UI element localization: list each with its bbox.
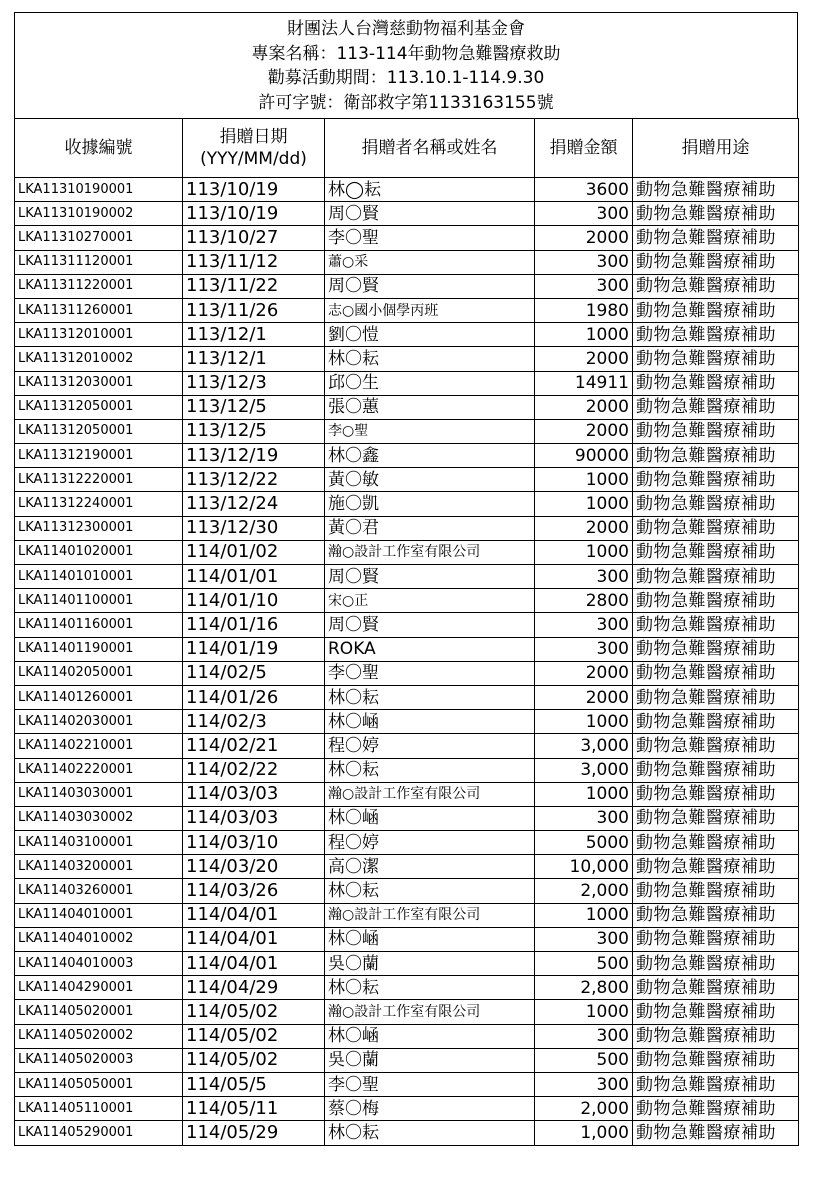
sheet-header: [14, 12, 798, 118]
date-cell: 114/05/02: [183, 1024, 325, 1048]
amount-cell: 2000: [535, 516, 633, 540]
amount-cell: 300: [535, 1072, 633, 1096]
amount-cell: 2000: [535, 395, 633, 419]
date-cell: 113/12/19: [183, 444, 325, 468]
date-cell: 113/10/27: [183, 226, 325, 250]
date-cell: 114/04/01: [183, 952, 325, 976]
date-cell: 113/12/30: [183, 516, 325, 540]
amount-cell: 10,000: [535, 855, 633, 879]
purpose-cell: 動物急難醫療補助: [633, 444, 799, 468]
date-cell: 113/11/26: [183, 298, 325, 322]
table-row: [15, 710, 799, 734]
donor-cell: 周〇賢: [325, 613, 535, 637]
amount-cell: 1000: [535, 323, 633, 347]
donor-cell: 劉〇愷: [325, 323, 535, 347]
purpose-cell: 動物急難醫療補助: [633, 613, 799, 637]
receipt-no-cell: LKA11404290001: [15, 976, 183, 1000]
purpose-cell: 動物急難醫療補助: [633, 927, 799, 951]
purpose-cell: 動物急難醫療補助: [633, 274, 799, 298]
col-purpose: 捐贈用途: [633, 119, 799, 178]
purpose-cell: 動物急難醫療補助: [633, 371, 799, 395]
receipt-no-cell: LKA11311120001: [15, 250, 183, 274]
table-row: [15, 661, 799, 685]
receipt-no-cell: LKA11405110001: [15, 1097, 183, 1121]
date-cell: 113/12/5: [183, 395, 325, 419]
donor-cell: 瀚○設計工作室有限公司: [325, 1000, 535, 1024]
table-row: [15, 613, 799, 637]
receipt-no-cell: LKA11312300001: [15, 516, 183, 540]
date-cell: 114/05/02: [183, 1048, 325, 1072]
donor-cell: 林◯耘: [325, 178, 535, 202]
purpose-cell: 動物急難醫療補助: [633, 879, 799, 903]
table-row: [15, 371, 799, 395]
amount-cell: 500: [535, 952, 633, 976]
date-cell: 114/04/01: [183, 903, 325, 927]
amount-cell: 300: [535, 613, 633, 637]
date-cell: 113/10/19: [183, 178, 325, 202]
table-row: [15, 395, 799, 419]
purpose-cell: 動物急難醫療補助: [633, 976, 799, 1000]
table-row: [15, 637, 799, 661]
org-name: 財團法人台灣慈動物福利基金會: [287, 19, 525, 39]
receipt-no-cell: LKA11402210001: [15, 734, 183, 758]
purpose-cell: 動物急難醫療補助: [633, 952, 799, 976]
receipt-no-cell: LKA11405290001: [15, 1121, 183, 1145]
amount-cell: 2,000: [535, 1097, 633, 1121]
receipt-no-cell: LKA11403260001: [15, 879, 183, 903]
table-row: [15, 1072, 799, 1096]
project-name: 專案名稱：113-114年動物急難醫療救助: [251, 43, 561, 64]
receipt-no-cell: LKA11401100001: [15, 589, 183, 613]
purpose-cell: 動物急難醫療補助: [633, 226, 799, 250]
table-row: [15, 178, 799, 202]
purpose-cell: 動物急難醫療補助: [633, 589, 799, 613]
receipt-no-cell: LKA11405020002: [15, 1024, 183, 1048]
table-row: [15, 347, 799, 371]
date-cell: 114/01/02: [183, 540, 325, 564]
receipt-no-cell: LKA11403030001: [15, 782, 183, 806]
purpose-cell: 動物急難醫療補助: [633, 685, 799, 709]
receipt-no-cell: LKA11404010002: [15, 927, 183, 951]
purpose-cell: 動物急難醫療補助: [633, 492, 799, 516]
donor-cell: 周〇賢: [325, 274, 535, 298]
donor-cell: 黃〇敏: [325, 468, 535, 492]
receipt-no-cell: LKA11403200001: [15, 855, 183, 879]
donor-cell: 瀚○設計工作室有限公司: [325, 903, 535, 927]
table-row: [15, 419, 799, 443]
receipt-no-cell: LKA11312030001: [15, 371, 183, 395]
permit-number: 許可字號：衛部救字第1133163155號: [258, 92, 554, 113]
purpose-cell: 動物急難醫療補助: [633, 661, 799, 685]
amount-cell: 14911: [535, 371, 633, 395]
table-row: [15, 685, 799, 709]
donor-cell: 李〇聖: [325, 1072, 535, 1096]
receipt-no-cell: LKA11311260001: [15, 298, 183, 322]
receipt-no-cell: LKA11401160001: [15, 613, 183, 637]
donor-cell: 林〇耘: [325, 685, 535, 709]
amount-cell: 300: [535, 274, 633, 298]
amount-cell: 2000: [535, 226, 633, 250]
amount-cell: 1000: [535, 710, 633, 734]
amount-cell: 1000: [535, 1000, 633, 1024]
receipt-no-cell: LKA11312010002: [15, 347, 183, 371]
amount-cell: 1,000: [535, 1121, 633, 1145]
date-cell: 113/11/12: [183, 250, 325, 274]
receipt-no-cell: LKA11401020001: [15, 540, 183, 564]
receipt-no-cell: LKA11312010001: [15, 323, 183, 347]
purpose-cell: 動物急難醫療補助: [633, 468, 799, 492]
amount-cell: 2000: [535, 347, 633, 371]
donor-cell: 林〇耘: [325, 758, 535, 782]
donor-cell: 李〇聖: [325, 226, 535, 250]
amount-cell: 2800: [535, 589, 633, 613]
date-cell: 114/01/19: [183, 637, 325, 661]
date-cell: 113/12/22: [183, 468, 325, 492]
col-date-label: 捐贈日期: [219, 127, 288, 147]
amount-cell: 3,000: [535, 734, 633, 758]
table-body: [15, 178, 799, 1146]
donor-cell: 高〇潔: [325, 855, 535, 879]
donor-cell: 瀚○設計工作室有限公司: [325, 782, 535, 806]
donor-cell: 林〇耘: [325, 976, 535, 1000]
purpose-cell: 動物急難醫療補助: [633, 782, 799, 806]
amount-cell: 1000: [535, 540, 633, 564]
donor-cell: 吳〇蘭: [325, 952, 535, 976]
purpose-cell: 動物急難醫療補助: [633, 1097, 799, 1121]
table-header-row: [15, 119, 799, 178]
donor-cell: 李○聖: [325, 419, 535, 443]
date-cell: 113/11/22: [183, 274, 325, 298]
receipt-no-cell: LKA11310190001: [15, 178, 183, 202]
purpose-cell: 動物急難醫療補助: [633, 298, 799, 322]
donor-cell: 志○國小個學丙班: [325, 298, 535, 322]
table-row: [15, 927, 799, 951]
col-date-format: (YYY/MM/dd): [200, 149, 307, 169]
donor-cell: 林〇耘: [325, 347, 535, 371]
donor-cell: 林〇鑫: [325, 444, 535, 468]
amount-cell: 1000: [535, 903, 633, 927]
donor-cell: 林〇耘: [325, 879, 535, 903]
table-row: [15, 202, 799, 226]
purpose-cell: 動物急難醫療補助: [633, 806, 799, 830]
donor-cell: 林〇崡: [325, 806, 535, 830]
receipt-no-cell: LKA11405020003: [15, 1048, 183, 1072]
receipt-no-cell: LKA11402030001: [15, 710, 183, 734]
date-cell: 114/03/03: [183, 782, 325, 806]
receipt-no-cell: LKA11404010001: [15, 903, 183, 927]
receipt-no-cell: LKA11405020001: [15, 1000, 183, 1024]
amount-cell: 1980: [535, 298, 633, 322]
receipt-no-cell: LKA11405050001: [15, 1072, 183, 1096]
purpose-cell: 動物急難醫療補助: [633, 202, 799, 226]
purpose-cell: 動物急難醫療補助: [633, 250, 799, 274]
amount-cell: 3,000: [535, 758, 633, 782]
amount-cell: 1000: [535, 492, 633, 516]
table-row: [15, 1097, 799, 1121]
purpose-cell: 動物急難醫療補助: [633, 347, 799, 371]
amount-cell: 300: [535, 806, 633, 830]
date-cell: 114/02/22: [183, 758, 325, 782]
receipt-no-cell: LKA11312050001: [15, 395, 183, 419]
donor-cell: 邱〇生: [325, 371, 535, 395]
date-cell: 114/04/29: [183, 976, 325, 1000]
amount-cell: 2,000: [535, 879, 633, 903]
donor-cell: 林〇崡: [325, 710, 535, 734]
amount-cell: 2000: [535, 419, 633, 443]
donor-cell: ROKA: [325, 637, 535, 661]
donor-cell: 宋○正: [325, 589, 535, 613]
table-row: [15, 976, 799, 1000]
amount-cell: 5000: [535, 831, 633, 855]
amount-cell: 2,800: [535, 976, 633, 1000]
purpose-cell: 動物急難醫療補助: [633, 734, 799, 758]
col-donor: 捐贈者名稱或姓名: [325, 119, 535, 178]
donor-cell: 周〇賢: [325, 202, 535, 226]
table-row: [15, 879, 799, 903]
receipt-no-cell: LKA11312220001: [15, 468, 183, 492]
date-cell: 114/05/29: [183, 1121, 325, 1145]
amount-cell: 2000: [535, 661, 633, 685]
purpose-cell: 動物急難醫療補助: [633, 1048, 799, 1072]
receipt-no-cell: LKA11401260001: [15, 685, 183, 709]
donor-cell: 黃〇君: [325, 516, 535, 540]
donor-cell: 林〇耘: [325, 1121, 535, 1145]
amount-cell: 300: [535, 637, 633, 661]
table-row: [15, 903, 799, 927]
receipt-no-cell: LKA11401190001: [15, 637, 183, 661]
campaign-period: 勸募活動期間：113.10.1-114.9.30: [267, 68, 545, 88]
col-receipt-no: 收據編號: [15, 119, 183, 178]
purpose-cell: 動物急難醫療補助: [633, 419, 799, 443]
table-row: [15, 1121, 799, 1145]
date-cell: 114/02/3: [183, 710, 325, 734]
amount-cell: 300: [535, 202, 633, 226]
purpose-cell: 動物急難醫療補助: [633, 516, 799, 540]
table-row: [15, 1024, 799, 1048]
donor-cell: 施〇凱: [325, 492, 535, 516]
purpose-cell: 動物急難醫療補助: [633, 540, 799, 564]
date-cell: 114/01/10: [183, 589, 325, 613]
purpose-cell: 動物急難醫療補助: [633, 903, 799, 927]
amount-cell: 300: [535, 565, 633, 589]
date-cell: 114/05/5: [183, 1072, 325, 1096]
amount-cell: 3600: [535, 178, 633, 202]
purpose-cell: 動物急難醫療補助: [633, 178, 799, 202]
receipt-no-cell: LKA11311220001: [15, 274, 183, 298]
date-cell: 113/12/24: [183, 492, 325, 516]
date-cell: 113/12/1: [183, 323, 325, 347]
date-cell: 114/01/16: [183, 613, 325, 637]
purpose-cell: 動物急難醫療補助: [633, 1072, 799, 1096]
table-row: [15, 831, 799, 855]
date-cell: 114/02/21: [183, 734, 325, 758]
receipt-no-cell: LKA11312240001: [15, 492, 183, 516]
amount-cell: 300: [535, 1024, 633, 1048]
donor-cell: 周〇賢: [325, 565, 535, 589]
amount-cell: 300: [535, 250, 633, 274]
date-cell: 114/01/26: [183, 685, 325, 709]
date-cell: 113/12/5: [183, 419, 325, 443]
table-row: [15, 1048, 799, 1072]
date-cell: 113/10/19: [183, 202, 325, 226]
table-row: [15, 323, 799, 347]
table-row: [15, 444, 799, 468]
col-date: [183, 119, 325, 178]
amount-cell: 90000: [535, 444, 633, 468]
receipt-no-cell: LKA11404010003: [15, 952, 183, 976]
date-cell: 114/03/10: [183, 831, 325, 855]
table-row: [15, 298, 799, 322]
donation-table: [14, 118, 799, 1146]
receipt-no-cell: LKA11312050001: [15, 419, 183, 443]
date-cell: 114/05/11: [183, 1097, 325, 1121]
purpose-cell: 動物急難醫療補助: [633, 637, 799, 661]
amount-cell: 500: [535, 1048, 633, 1072]
table-row: [15, 492, 799, 516]
date-cell: 114/01/01: [183, 565, 325, 589]
purpose-cell: 動物急難醫療補助: [633, 831, 799, 855]
table-row: [15, 274, 799, 298]
donor-cell: 蔡〇梅: [325, 1097, 535, 1121]
date-cell: 113/12/1: [183, 347, 325, 371]
amount-cell: 1000: [535, 468, 633, 492]
table-row: [15, 782, 799, 806]
purpose-cell: 動物急難醫療補助: [633, 758, 799, 782]
donor-cell: 林〇崡: [325, 927, 535, 951]
table-row: [15, 952, 799, 976]
amount-cell: 1000: [535, 782, 633, 806]
receipt-no-cell: LKA11312190001: [15, 444, 183, 468]
purpose-cell: 動物急難醫療補助: [633, 395, 799, 419]
receipt-no-cell: LKA11403100001: [15, 831, 183, 855]
table-row: [15, 565, 799, 589]
donor-cell: 程〇婷: [325, 734, 535, 758]
table-row: [15, 540, 799, 564]
purpose-cell: 動物急難醫療補助: [633, 1000, 799, 1024]
col-amount: 捐贈金額: [535, 119, 633, 178]
table-row: [15, 855, 799, 879]
amount-cell: 300: [535, 927, 633, 951]
table-row: [15, 734, 799, 758]
date-cell: 114/02/5: [183, 661, 325, 685]
receipt-no-cell: LKA11310270001: [15, 226, 183, 250]
table-row: [15, 468, 799, 492]
date-cell: 113/12/3: [183, 371, 325, 395]
table-row: [15, 1000, 799, 1024]
table-row: [15, 806, 799, 830]
amount-cell: 2000: [535, 685, 633, 709]
table-row: [15, 516, 799, 540]
receipt-no-cell: LKA11310190002: [15, 202, 183, 226]
date-cell: 114/03/20: [183, 855, 325, 879]
purpose-cell: 動物急難醫療補助: [633, 710, 799, 734]
receipt-no-cell: LKA11401010001: [15, 565, 183, 589]
table-row: [15, 589, 799, 613]
donor-cell: 蕭○采: [325, 250, 535, 274]
date-cell: 114/03/26: [183, 879, 325, 903]
table-row: [15, 758, 799, 782]
purpose-cell: 動物急難醫療補助: [633, 1024, 799, 1048]
date-cell: 114/04/01: [183, 927, 325, 951]
receipt-no-cell: LKA11403030002: [15, 806, 183, 830]
receipt-no-cell: LKA11402220001: [15, 758, 183, 782]
purpose-cell: 動物急難醫療補助: [633, 565, 799, 589]
receipt-no-cell: LKA11402050001: [15, 661, 183, 685]
donor-cell: 林〇崡: [325, 1024, 535, 1048]
purpose-cell: 動物急難醫療補助: [633, 323, 799, 347]
purpose-cell: 動物急難醫療補助: [633, 855, 799, 879]
date-cell: 114/03/03: [183, 806, 325, 830]
donor-cell: 李〇聖: [325, 661, 535, 685]
date-cell: 114/05/02: [183, 1000, 325, 1024]
table-row: [15, 226, 799, 250]
donor-cell: 吳〇蘭: [325, 1048, 535, 1072]
donor-cell: 程〇婷: [325, 831, 535, 855]
donor-cell: 張〇蕙: [325, 395, 535, 419]
table-row: [15, 250, 799, 274]
donor-cell: 瀚○設計工作室有限公司: [325, 540, 535, 564]
donation-sheet: [14, 12, 798, 1146]
purpose-cell: 動物急難醫療補助: [633, 1121, 799, 1145]
